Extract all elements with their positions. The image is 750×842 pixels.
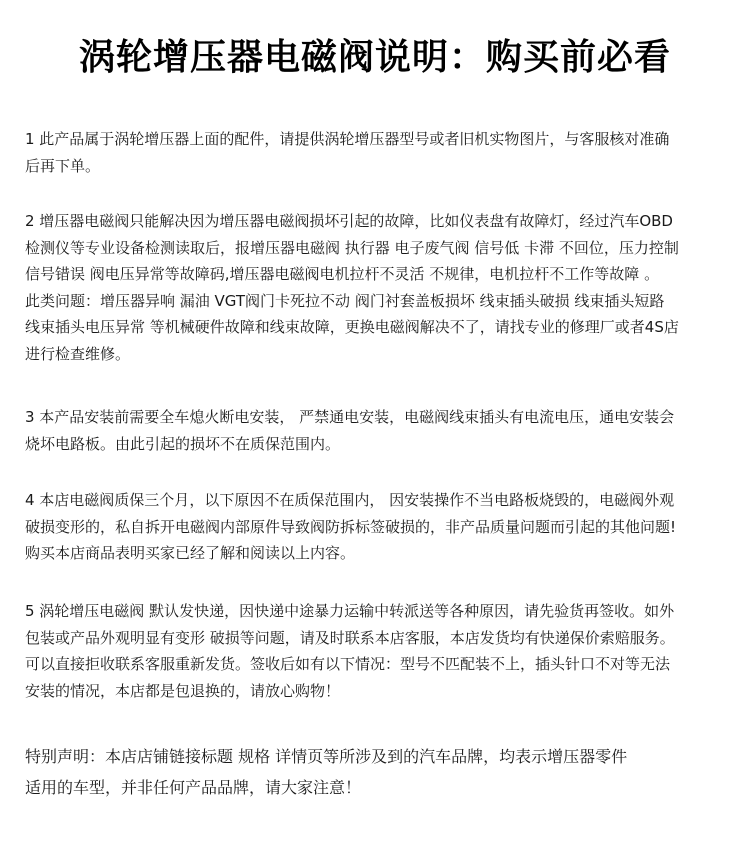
paragraph-line: 特别声明：本店店铺链接标题 规格 详情页等所涉及到的汽车品牌，均表示增压器零件 [25,747,628,766]
notice-paragraph-4 [25,487,727,567]
paragraph-line: 可以直接拒收联系客服重新发货。签收后如有以下情况：型号不匹配装不上，插头针口不对等无法 [25,655,671,673]
paragraph-line: 2 增压器电磁阀只能解决因为增压器电磁阀损坏引起的故障，比如仪表盘有故障灯，经过汽车OBD [25,212,673,230]
paragraph-line: 安装的情况，本店都是包退换的，请放心购物！ [25,681,341,700]
paragraph-line: 烧坏电路板。由此引起的损坏不在质保范围内。 [25,434,341,453]
paragraph-line: 破损变形的，私自拆开电磁阀内部原件导致阀防拆标签破损的，非产品质量问题而引起的其他问题! [25,517,677,536]
paragraph-line: 包装或产品外观明显有变形 破损等问题，请及时联系本店客服，本店发货均有快递保价索赔服务。 [25,628,675,647]
paragraph-line: 线束插头电压异常 等机械硬件故障和线束故障，更换电磁阀解决不了，请找专业的修理厂或者4S店 [25,318,679,336]
paragraph-line: 后再下单。 [25,156,101,175]
paragraph-line: 购买本店商品表明买家已经了解和阅读以上内容。 [25,544,356,562]
notice-paragraph-1 [25,126,727,179]
notice-paragraph-5 [25,598,727,704]
paragraph-line: 进行检查维修。 [25,344,131,363]
paragraph-line: 此类问题：增压器异响 漏油 VGT阀门卡死拉不动 阀门衬套盖板损坏 线束插头破损 线束插头短路 [25,291,665,310]
paragraph-line: 3 本产品安装前需要全车熄火断电安装， 严禁通电安装，电磁阀线束插头有电流电压，通电安装会 [25,408,675,426]
paragraph-line: 适用的车型，并非任何产品品牌，请大家注意！ [25,778,362,797]
paragraph-line: 检测仪等专业设备检测读取后，报增压器电磁阀 执行器 电子废气阀 信号低 卡滞 不回位，压力控制 [25,238,679,257]
paragraph-line: 5 涡轮增压电磁阀 默认发快递，因快递中途暴力运输中转派送等各种原因，请先验货再签收。如外 [25,602,675,620]
notice-paragraph-3 [25,404,727,457]
paragraph-line: 1 此产品属于涡轮增压器上面的配件，请提供涡轮增压器型号或者旧机实物图片，与客服核对准确 [25,130,670,148]
paragraph-line: 4 本店电磁阀质保三个月，以下原因不在质保范围内， 因安装操作不当电路板烧毁的，电磁阀外观 [25,491,675,509]
notice-paragraph-2 [25,208,727,367]
special-statement-paragraph [25,741,727,803]
page-title: 涡轮增压器电磁阀说明：购买前必看 [78,37,671,78]
paragraph-line: 信号错误 阀电压异常等故障码,增压器电磁阀电机拉杆不灵活 不规律，电机拉杆不工作等故障 。 [25,265,660,283]
